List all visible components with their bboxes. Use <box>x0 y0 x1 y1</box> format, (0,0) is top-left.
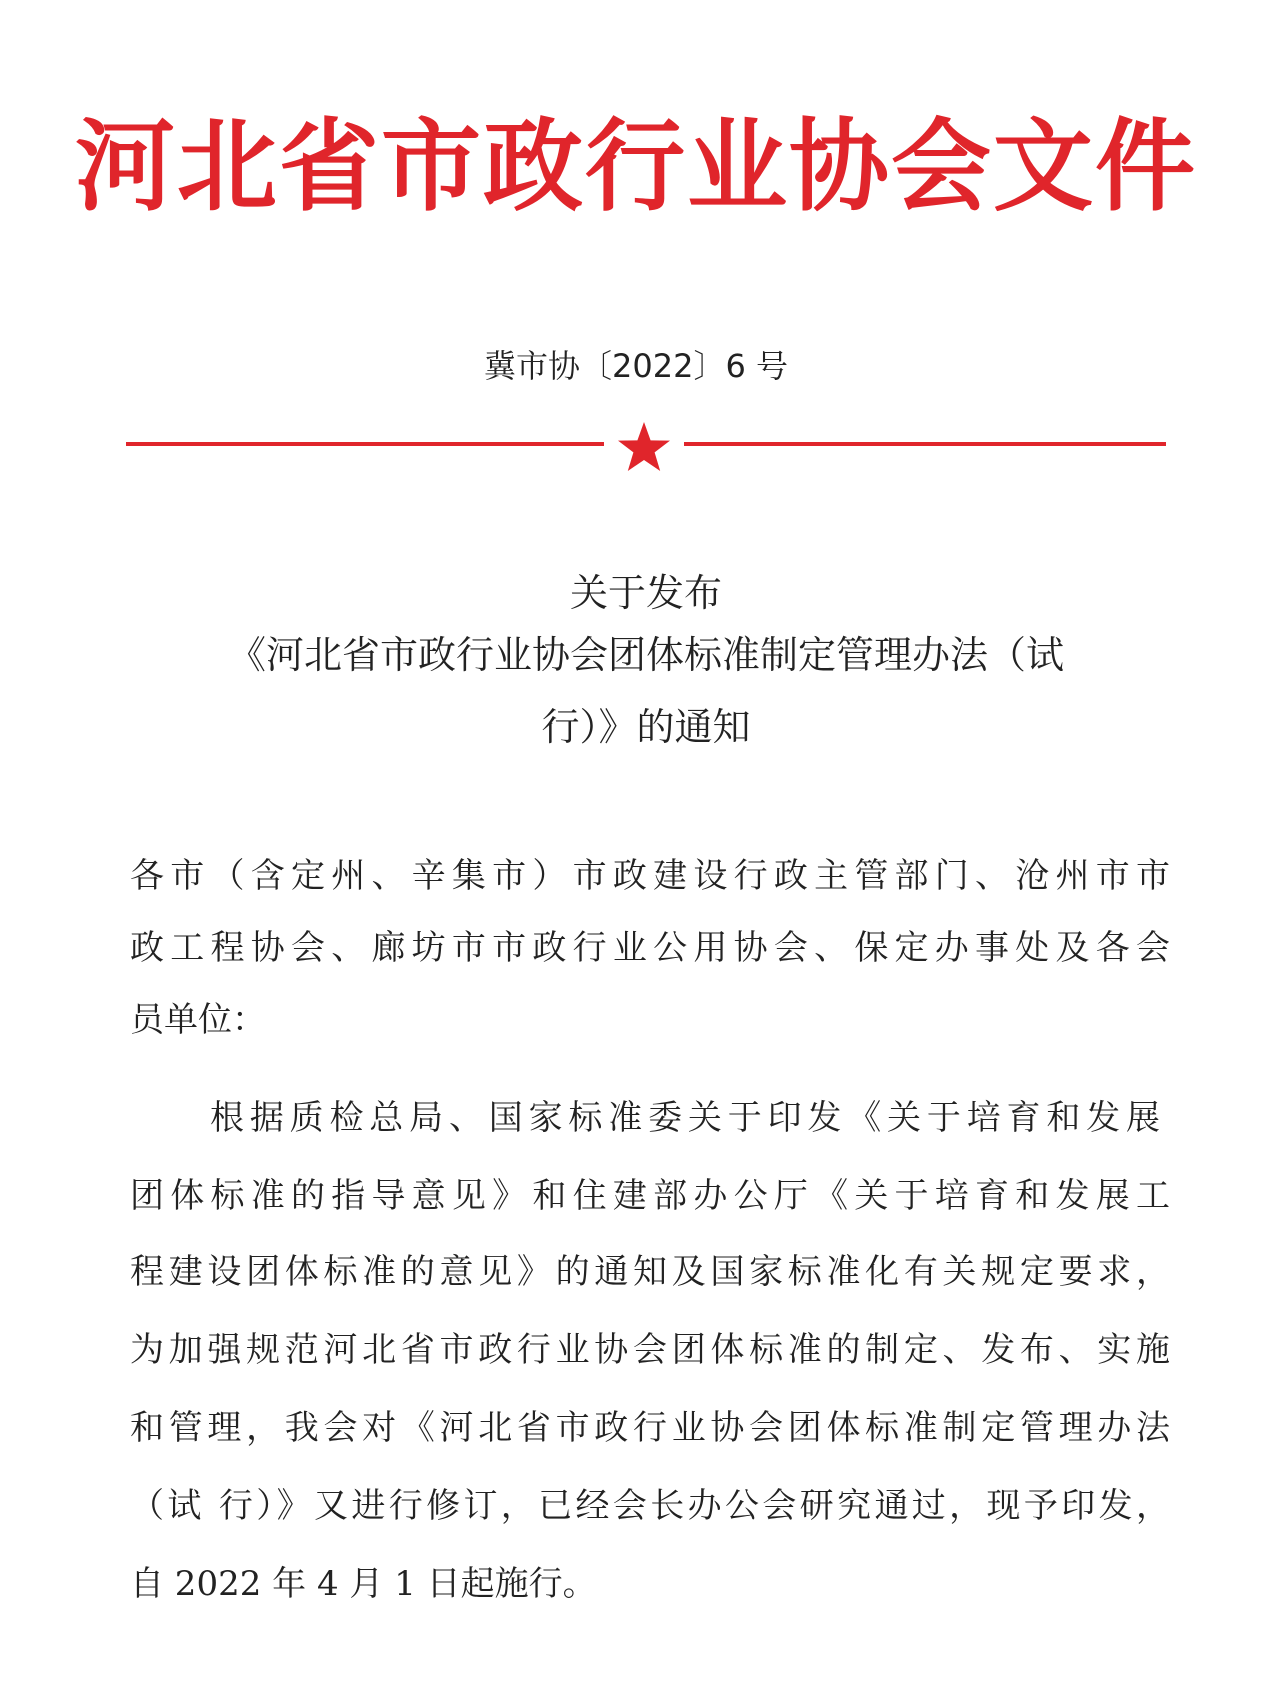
red-divider-right <box>684 442 1166 446</box>
body-line-3: 程建设团体标准的意见》的通知及国家标准化有关规定要求， <box>130 1252 1170 1292</box>
body-line-1: 根据质检总局、国家标准委关于印发《关于培育和发展 <box>210 1098 1160 1138</box>
notice-title-line-3: 行）》的通知 <box>541 705 751 749</box>
organization-masthead: 河北省市政行业协会文件 <box>75 107 1197 225</box>
body-line-4: 为加强规范河北省市政行业协会团体标准的制定、发布、实施 <box>130 1330 1170 1370</box>
body-line-6: （试 行）》又进行修订，已经会长办公会研究通过，现予印发， <box>130 1486 1170 1526</box>
red-star-icon <box>616 420 672 474</box>
star-shape <box>618 422 670 471</box>
body-line-5: 和管理，我会对《河北省市政行业协会团体标准制定管理办法 <box>130 1408 1170 1448</box>
recipients-line-1: 各市（含定州、辛集市）市政建设行政主管部门、沧州市市 <box>130 856 1170 896</box>
notice-title-line-1: 关于发布 <box>569 571 722 615</box>
body-line-2: 团体标准的指导意见》和住建部办公厅《关于培育和发展工 <box>130 1176 1170 1216</box>
red-divider-left <box>126 442 604 446</box>
recipients-line-3: 员单位： <box>130 1000 266 1040</box>
body-line-7: 自 2022 年 4 月 1 日起施行。 <box>130 1564 597 1604</box>
notice-title-line-2: 《河北省市政行业协会团体标准制定管理办法（试 <box>227 633 1064 677</box>
document-number: 冀市协〔2022〕6 号 <box>484 347 788 385</box>
recipients-line-2: 政工程协会、廊坊市市政行业公用协会、保定办事处及各会 <box>130 928 1170 968</box>
